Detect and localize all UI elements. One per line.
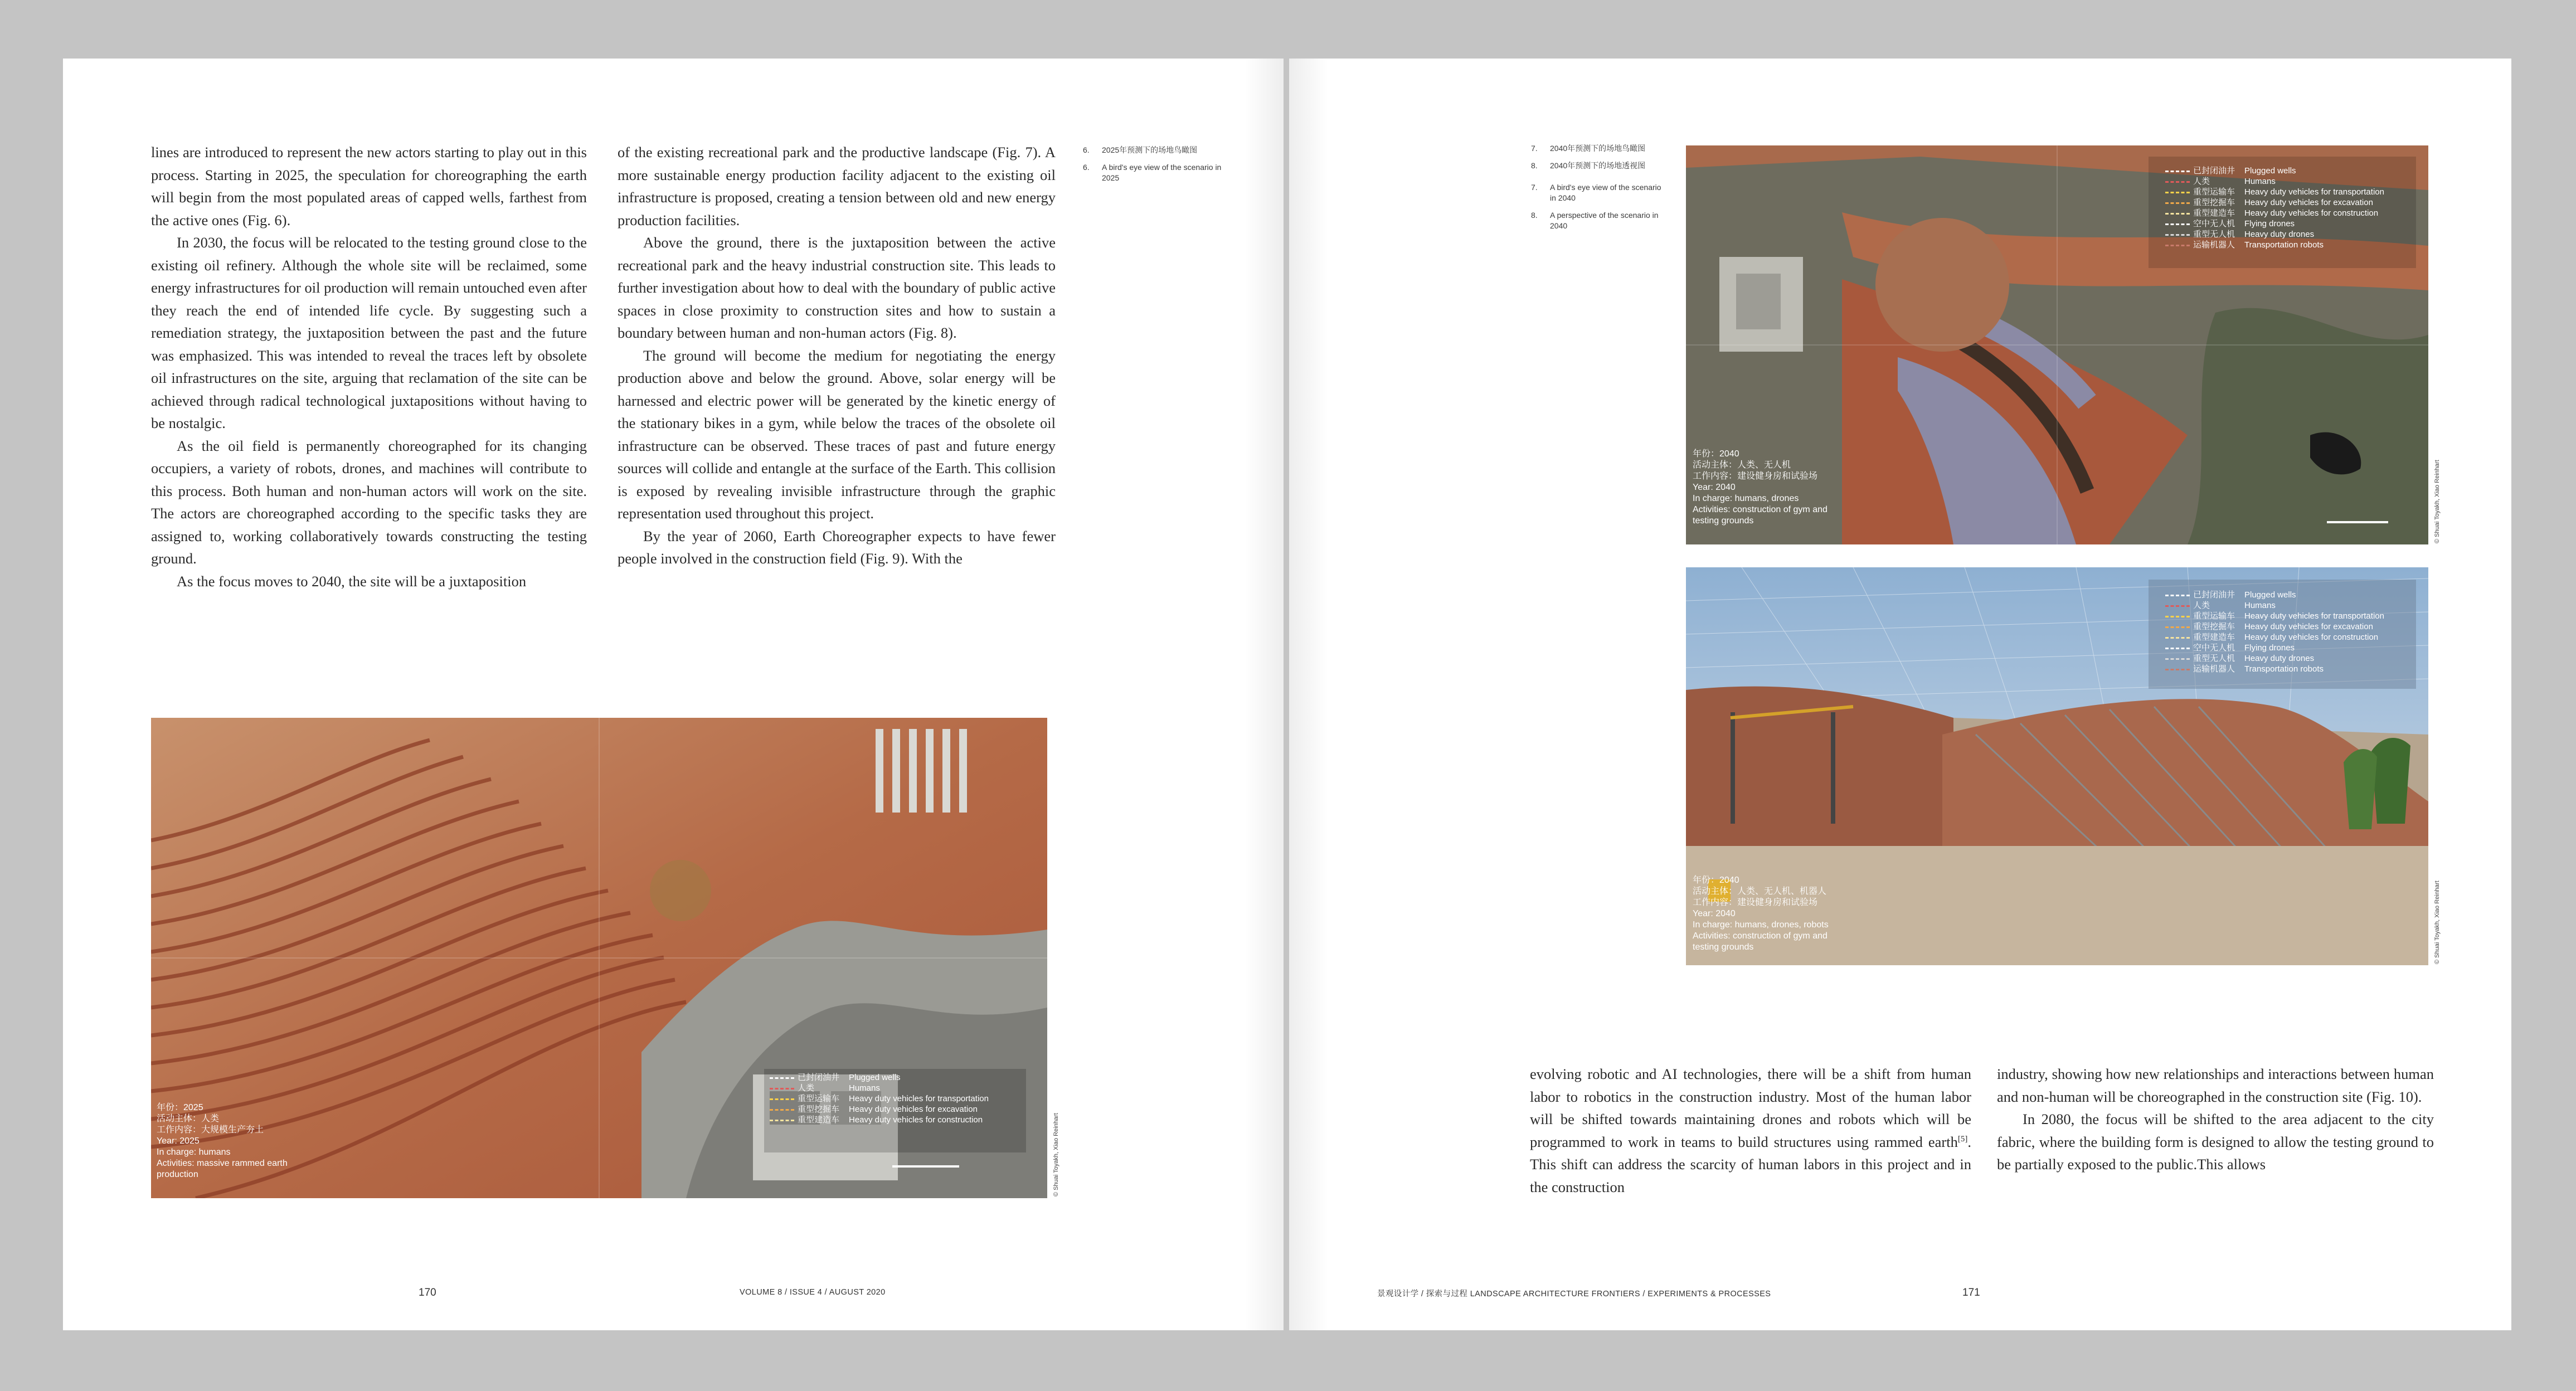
figure-6-captions bbox=[1083, 145, 1233, 190]
legend-entry: 重型挖掘车 Heavy duty vehicles for excavation bbox=[2165, 621, 2384, 632]
figure-metadata: 年份：2025 活动主体：人类 工作内容：大规模生产夯土 Year: 2025 In charge: humans Activities: massive rammed earth production bbox=[157, 1103, 288, 1179]
gutter-shadow bbox=[1245, 59, 1284, 1330]
legend-entry: 空中无人机 Flying drones bbox=[2165, 218, 2384, 229]
legend-entry: 人类 Humans bbox=[2165, 176, 2384, 187]
figure-metadata: 年份：2040 活动主体：人类、无人机 工作内容：建设健身房和试验场 Year: 2040 In charge: humans, drones Activities: construction of gym and testing grounds bbox=[1693, 449, 1827, 526]
left-text-column-2 bbox=[618, 141, 1056, 570]
caption: 8. 2040年预测下的场地透视图 bbox=[1531, 161, 1646, 170]
paragraph: The ground will become the medium for negotiating the energy production above and below the ground. Above, solar energy will be harnessed and electric power will be generated by the kinetic energy of the stationary bikes in a gym, while below the traces of the obsolete oil infrastructure can be observed. These traces of past and future energy sources will collide and entangle at the surface of the Earth. This collision is exposed by revealing invisible infrastructure through the graphic representation used throughout this project. bbox=[618, 347, 1056, 522]
legend-entry: 重型运输车 Heavy duty vehicles for transportation bbox=[2165, 611, 2384, 621]
paragraph: In 2080, the focus will be shifted to the area adjacent to the city fabric, where the building form is designed to allow the testing ground to be partially exposed to the public.This allows bbox=[1997, 1111, 2434, 1173]
right-text-column-2 bbox=[1997, 1063, 2434, 1176]
figure-legend bbox=[2165, 166, 2384, 250]
legend-entry: 重型无人机 Heavy duty drones bbox=[2165, 653, 2384, 664]
paragraph: of the existing recreational park and the productive landscape (Fig. 7). A more sustainable energy production facility adjacent to the existing oil infrastructure is proposed, creating a tension between old and new energy production facilities. bbox=[618, 144, 1056, 228]
legend-entry: 重型运输车 Heavy duty vehicles for transportation bbox=[770, 1093, 989, 1104]
legend-entry: 已封闭油井 Plugged wells bbox=[2165, 590, 2384, 600]
gutter-shadow bbox=[1289, 59, 1328, 1330]
legend-entry: 重型建造车 Heavy duty vehicles for construction bbox=[770, 1115, 989, 1125]
figure-6-aerial-2025 bbox=[151, 718, 1047, 1198]
running-head: 景观设计学 / 探索与过程 LANDSCAPE ARCHITECTURE FRONTIERS / EXPERIMENTS & PROCESSES bbox=[1377, 1290, 1771, 1298]
legend-entry: 人类 Humans bbox=[2165, 600, 2384, 611]
right-page bbox=[1289, 59, 2511, 1330]
paragraph: evolving robotic and AI technologies, there will be a shift from human labor to robotics in the construction industry. Most of the human labor will be shifted towards maintaining drones and robots which will be programmed to work in teams to build structures using rammed earth[5]. This shift can address the scarcity of human labors in this project and in the construction bbox=[1530, 1066, 1971, 1195]
caption: 7. A bird's eye view of the scenario in 2040 bbox=[1531, 183, 1661, 202]
figure-metadata: 年份：2040 活动主体：人类、无人机、机器人 工作内容：建设健身房和试验场 Year: 2040 In charge: humans, drones, robots Activities: construction of gym and testing grounds bbox=[1693, 876, 1829, 952]
legend-entry: 重型运输车 Heavy duty vehicles for transportation bbox=[2165, 187, 2384, 197]
paragraph: As the focus moves to 2040, the site will be a juxtaposition bbox=[177, 572, 527, 590]
legend-entry: 重型无人机 Heavy duty drones bbox=[2165, 229, 2384, 240]
legend-entry: 重型建造车 Heavy duty vehicles for construction bbox=[2165, 632, 2384, 643]
figure-legend bbox=[770, 1072, 989, 1125]
legend-entry: 已封闭油井 Plugged wells bbox=[2165, 166, 2384, 176]
paragraph: As the oil field is permanently choreographed for its changing occupiers, a variety of robots, drones, and machines will contribute to this process. Both human and non-human actors will work on the site. The actors are choreographed according to the specific tasks they are assigned to, working collaboratively towards constructing the testing ground. bbox=[151, 437, 587, 567]
page-number: 171 bbox=[1962, 1287, 1980, 1298]
paragraph: In 2030, the focus will be relocated to the testing ground close to the existing oil refinery. Although the whole site will be reclaimed, some energy infrastructures for oil production will remain untouched even after they reach the end of intended life cycle. By suggesting such a remediation strategy, the juxtaposition between the past and the future was emphasized. This was intended to reveal the traces left by obsolete oil infrastructures on the site, arguing that reclamation of the site can be achieved through radical technological juxtapositions without having to be nostalgic. bbox=[151, 234, 587, 431]
caption: 6. 2025年预测下的场地鸟瞰图 bbox=[1083, 145, 1198, 154]
right-text-column-1 bbox=[1530, 1063, 1971, 1198]
legend-entry: 重型挖掘车 Heavy duty vehicles for excavation bbox=[770, 1104, 989, 1115]
caption: 8. A perspective of the scenario in 2040 bbox=[1531, 211, 1659, 230]
caption: 6. A bird's eye view of the scenario in 2025 bbox=[1083, 163, 1222, 182]
figure-7-aerial-2040 bbox=[1686, 145, 2428, 544]
image-credit: © Shuai Toyakh, Xiao Reinhart bbox=[2434, 881, 2441, 964]
reference-marker: [5] bbox=[1957, 1134, 1968, 1144]
legend-entry: 已封闭油井 Plugged wells bbox=[770, 1072, 989, 1083]
figure-7-8-captions bbox=[1531, 143, 1665, 238]
paragraph: By the year of 2060, Earth Choreographer expects to have fewer people involved in the construction field (Fig. 9). With the bbox=[618, 527, 1056, 567]
paragraph: industry, showing how new relationships and interactions between human and non-human will be choreographed in the construction site (Fig. 10). bbox=[1997, 1066, 2434, 1105]
left-page bbox=[63, 59, 1284, 1330]
caption: 7. 2040年预测下的场地鸟瞰图 bbox=[1531, 144, 1646, 153]
legend-entry: 空中无人机 Flying drones bbox=[2165, 643, 2384, 653]
left-text-column-1 bbox=[151, 141, 587, 592]
paragraph: Above the ground, there is the juxtaposition between the active recreational park and the heavy industrial construction site. This leads to further investigation about how to deal with the boundary of public active spaces in close proximity to construction sites and how to sustain a boundary between human and non-human actors (Fig. 8). bbox=[618, 234, 1056, 341]
legend-entry: 人类 Humans bbox=[770, 1083, 989, 1093]
legend-entry: 重型建造车 Heavy duty vehicles for construction bbox=[2165, 208, 2384, 218]
image-credit: © Shuai Toyakh, Xiao Reinhart bbox=[1053, 1113, 1059, 1197]
running-head: VOLUME 8 / ISSUE 4 / AUGUST 2020 bbox=[740, 1288, 886, 1297]
paragraph: lines are introduced to represent the new actors starting to play out in this process. Starting in 2025, the speculation for choreographing the earth will begin from the most populated areas of capped wells, farthest from the active ones (Fig. 6). bbox=[151, 144, 587, 228]
legend-entry: 运输机器人 Transportation robots bbox=[2165, 664, 2384, 674]
figure-legend bbox=[2165, 590, 2384, 674]
legend-entry: 运输机器人 Transportation robots bbox=[2165, 240, 2384, 250]
figure-8-perspective-2040 bbox=[1686, 567, 2428, 965]
legend-entry: 重型挖掘车 Heavy duty vehicles for excavation bbox=[2165, 197, 2384, 208]
image-credit: © Shuai Toyakh, Xiao Reinhart bbox=[2434, 460, 2441, 543]
page-number: 170 bbox=[419, 1287, 436, 1298]
